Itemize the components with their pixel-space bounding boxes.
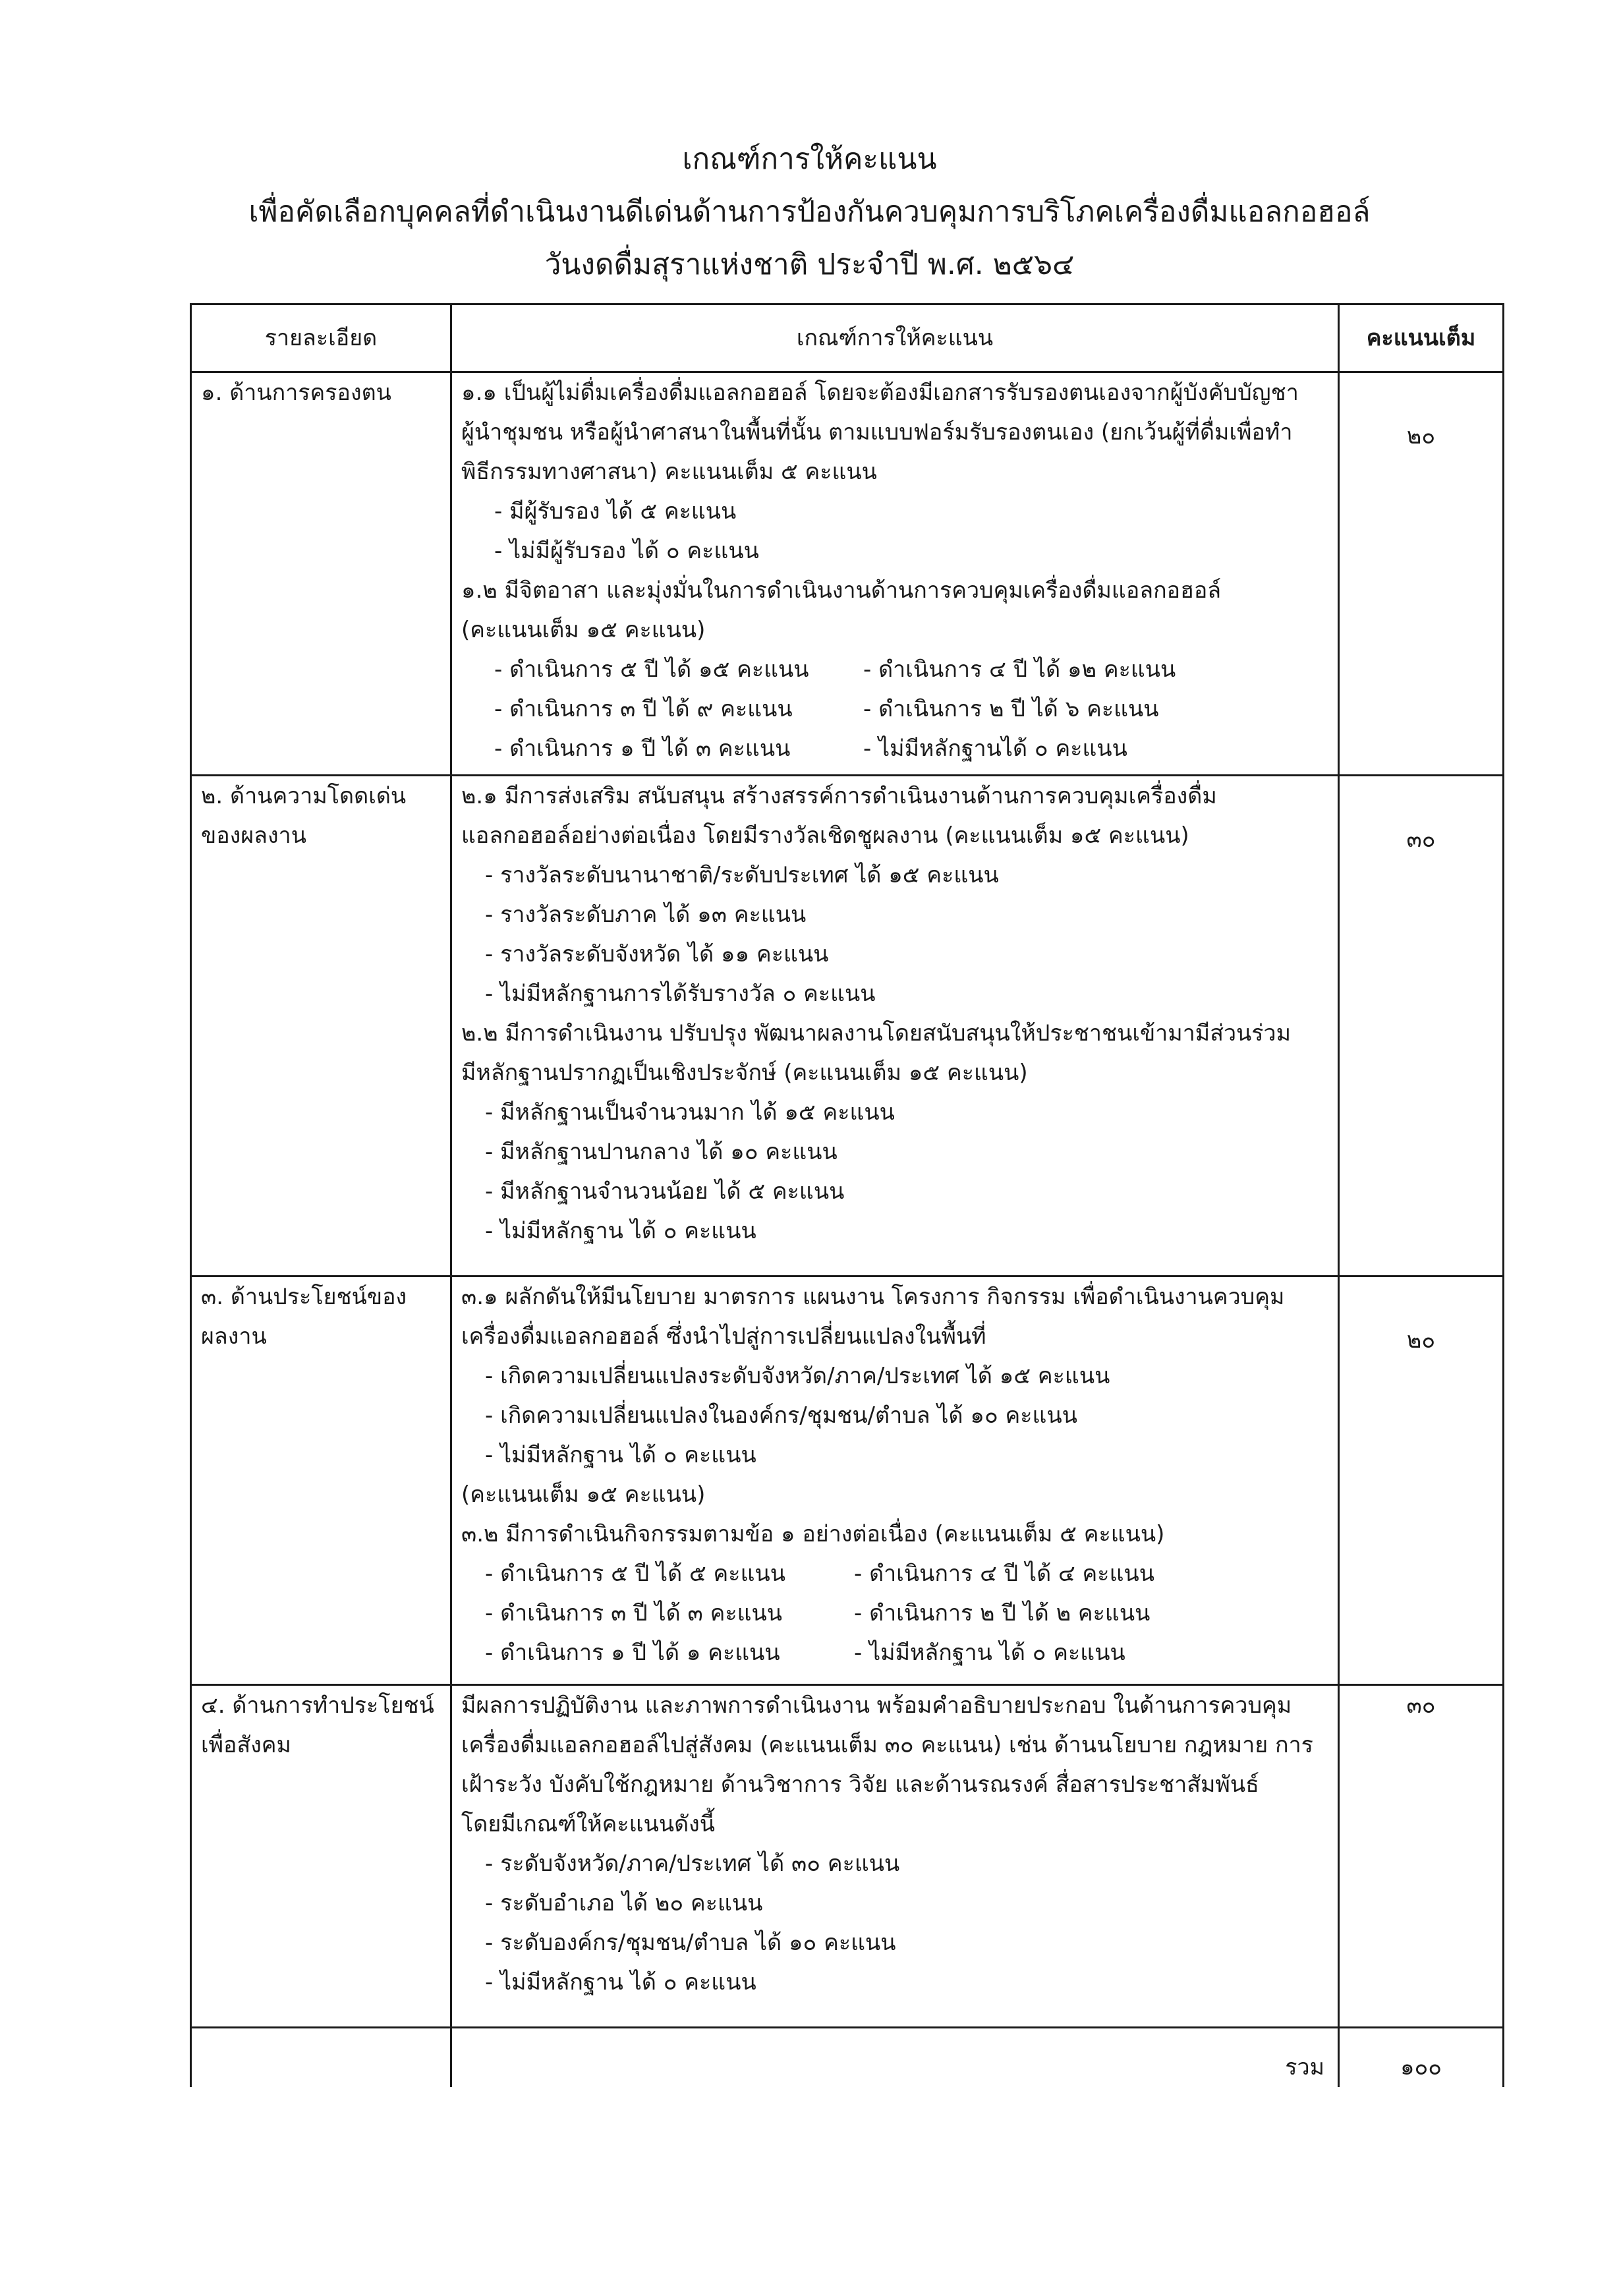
criteria-line: - ระดับจังหวัด/ภาค/ประเทศ ได้ ๓๐ คะแนน — [485, 1851, 900, 1877]
criteria-line: - รางวัลระดับนานาชาติ/ระดับประเทศ ได้ ๑๕ คะแนน — [485, 862, 999, 888]
category-label: ๒. ด้านความโดดเด่น — [201, 783, 407, 809]
criteria-item: - ดำเนินการ ๔ ปี ได้ ๑๒ คะแนน — [863, 656, 1176, 683]
score-cell — [1339, 776, 1504, 1277]
total-value: ๑๐๐ — [1339, 2028, 1504, 2087]
total-label: รวม — [451, 2028, 1339, 2087]
criteria-pair — [461, 1593, 1328, 1633]
criteria-line: - มีผู้รับรอง ได้ ๕ คะแนน — [494, 498, 737, 525]
category-cell — [191, 1277, 451, 1685]
criteria-item: - ดำเนินการ ๔ ปี ได้ ๔ คะแนน — [854, 1561, 1154, 1587]
criteria-line: โดยมีเกณฑ์ให้คะแนนดังนี้ — [461, 1811, 715, 1837]
criteria-cell — [451, 372, 1339, 776]
criteria-line: - ไม่มีผู้รับรอง ได้ ๐ คะแนน — [494, 538, 759, 564]
criteria-line: ๓.๒ มีการดำเนินกิจกรรมตามข้อ ๑ อย่างต่อเนื่อง (คะแนนเต็ม ๕ คะแนน) — [461, 1521, 1165, 1547]
criteria-pair — [461, 1633, 1328, 1673]
criteria-pair — [461, 729, 1328, 768]
criteria-line: (คะแนนเต็ม ๑๕ คะแนน) — [461, 1481, 706, 1508]
criteria-line: ๑.๒ มีจิตอาสา และมุ่งมั่นในการดำเนินงานด้านการควบคุมเครื่องดื่มแอลกอฮอล์ — [461, 577, 1222, 604]
criteria-line: มีหลักฐานปรากฏเป็นเชิงประจักษ์ (คะแนนเต็ม ๑๕ คะแนน) — [461, 1060, 1028, 1086]
criteria-item: - ดำเนินการ ๑ ปี ได้ ๑ คะแนน — [485, 1640, 780, 1666]
criteria-item: - ดำเนินการ ๒ ปี ได้ ๖ คะแนน — [863, 696, 1159, 722]
criteria-line: ๓.๑ ผลักดันให้มีนโยบาย มาตรการ แผนงาน โครงการ กิจกรรม เพื่อดำเนินงานควบคุม — [461, 1284, 1285, 1310]
criteria-line: - เกิดความเปลี่ยนแปลงระดับจังหวัด/ภาค/ประเทศ ได้ ๑๕ คะแนน — [485, 1363, 1110, 1389]
criteria-line: - ไม่มีหลักฐาน ได้ ๐ คะแนน — [485, 1442, 756, 1468]
criteria-line: ๒.๒ มีการดำเนินงาน ปรับปรุง พัฒนาผลงานโดยสนับสนุนให้ประชาชนเข้ามามีส่วนร่วม — [461, 1020, 1292, 1047]
score-cell — [1339, 372, 1504, 776]
score-cell — [1339, 1277, 1504, 1685]
category-label: ผลงาน — [201, 1323, 267, 1350]
table-row — [191, 1277, 1504, 1685]
category-cell — [191, 1685, 451, 2028]
criteria-cell — [451, 1685, 1339, 2028]
criteria-item: - ดำเนินการ ๕ ปี ได้ ๑๕ คะแนน — [494, 656, 809, 683]
criteria-cell — [451, 1277, 1339, 1685]
category-label: ๓. ด้านประโยชน์ของ — [201, 1284, 407, 1310]
criteria-item: - ไม่มีหลักฐาน ได้ ๐ คะแนน — [854, 1640, 1125, 1666]
criteria-line: - มีหลักฐานปานกลาง ได้ ๑๐ คะแนน — [485, 1139, 838, 1165]
criteria-item: - ดำเนินการ ๓ ปี ได้ ๙ คะแนน — [494, 696, 793, 722]
criteria-line: ๑.๑ เป็นผู้ไม่ดื่มเครื่องดื่มแอลกอฮอล์ โดยจะต้องมีเอกสารรับรองตนเองจากผู้บังคับบัญชา — [461, 380, 1299, 406]
criteria-line: - ไม่มีหลักฐาน ได้ ๐ คะแนน — [485, 1969, 756, 1995]
criteria-line: - ระดับองค์กร/ชุมชน/ตำบล ได้ ๑๐ คะแนน — [485, 1930, 896, 1956]
doc-subtitle-date: วันงดดื่มสุราแห่งชาติ ประจำปี พ.ศ. ๒๕๖๔ — [544, 248, 1075, 281]
criteria-line: เครื่องดื่มแอลกอฮอล์ ซึ่งนำไปสู่การเปลี่ยนแปลงในพื้นที่ — [461, 1323, 986, 1350]
criteria-item: - ไม่มีหลักฐานได้ ๐ คะแนน — [863, 735, 1127, 762]
total-spacer — [191, 2028, 451, 2087]
criteria-line: - ระดับอำเภอ ได้ ๒๐ คะแนน — [485, 1890, 763, 1916]
table-row — [191, 1685, 1504, 2028]
category-label: ๑. ด้านการครองตน — [201, 380, 391, 406]
criteria-line: - เกิดความเปลี่ยนแปลงในองค์กร/ชุมชน/ตำบล ได้ ๑๐ คะแนน — [485, 1402, 1077, 1429]
category-cell — [191, 372, 451, 776]
criteria-line: ๒.๑ มีการส่งเสริม สนับสนุน สร้างสรรค์การดำเนินงานด้านการควบคุมเครื่องดื่ม — [461, 783, 1217, 809]
criteria-item: - ดำเนินการ ๓ ปี ได้ ๓ คะแนน — [485, 1600, 782, 1626]
header-full-score: คะแนนเต็ม — [1339, 304, 1504, 372]
category-label: เพื่อสังคม — [201, 1732, 291, 1758]
criteria-item: - ดำเนินการ ๒ ปี ได้ ๒ คะแนน — [854, 1600, 1150, 1626]
criteria-item: - ดำเนินการ ๑ ปี ได้ ๓ คะแนน — [494, 735, 791, 762]
category-cell — [191, 776, 451, 1277]
criteria-pair — [461, 1554, 1328, 1593]
criteria-line: ผู้นำชุมชน หรือผู้นำศาสนาในพื้นที่นั้น ตามแบบฟอร์มรับรองตนเอง (ยกเว้นผู้ที่ดื่มเพื่อทำ — [461, 419, 1293, 445]
criteria-line: - รางวัลระดับภาค ได้ ๑๓ คะแนน — [485, 902, 807, 928]
criteria-line: - ไม่มีหลักฐานการได้รับรางวัล ๐ คะแนน — [485, 981, 876, 1007]
criteria-pair — [461, 689, 1328, 729]
category-label: ของผลงาน — [201, 822, 306, 849]
table-row — [191, 776, 1504, 1277]
criteria-line: พิธีกรรมทางศาสนา) คะแนนเต็ม ๕ คะแนน — [461, 459, 877, 485]
criteria-line: - มีหลักฐานเป็นจำนวนมาก ได้ ๑๕ คะแนน — [485, 1099, 895, 1126]
criteria-line: - ไม่มีหลักฐาน ได้ ๐ คะแนน — [485, 1218, 756, 1244]
criteria-line: เฝ้าระวัง บังคับใช้กฎหมาย ด้านวิชาการ วิจัย และด้านรณรงค์ สื่อสารประชาสัมพันธ์ — [461, 1771, 1259, 1798]
criteria-table — [190, 303, 1504, 2087]
doc-subtitle: เพื่อคัดเลือกบุคคลที่ดำเนินงานดีเด่นด้านการป้องกันควบคุมการบริโภคเครื่องดื่มแอลกอฮอล์ — [248, 195, 1371, 229]
criteria-line: (คะแนนเต็ม ๑๕ คะแนน) — [461, 617, 706, 643]
category-label: ๔. ด้านการทำประโยชน์ — [201, 1692, 434, 1719]
criteria-pair — [461, 650, 1328, 689]
criteria-line: มีผลการปฏิบัติงาน และภาพการดำเนินงาน พร้อมคำอธิบายประกอบ ในด้านการควบคุม — [461, 1692, 1292, 1719]
full-score-value: ๒๐ — [1406, 1327, 1436, 1354]
criteria-cell — [451, 776, 1339, 1277]
full-score-value: ๓๐ — [1406, 1692, 1436, 1719]
table-header-row — [191, 304, 1504, 372]
full-score-value: ๒๐ — [1406, 423, 1436, 449]
criteria-line: - รางวัลระดับจังหวัด ได้ ๑๑ คะแนน — [485, 941, 829, 967]
criteria-line: เครื่องดื่มแอลกอฮอล์ไปสู่สังคม (คะแนนเต็ม ๓๐ คะแนน) เช่น ด้านนโยบาย กฎหมาย การ — [461, 1732, 1313, 1758]
header-criteria: เกณฑ์การให้คะแนน — [451, 304, 1339, 372]
header-detail: รายละเอียด — [191, 304, 451, 372]
full-score-value: ๓๐ — [1406, 826, 1436, 853]
criteria-line: แอลกอฮอล์อย่างต่อเนื่อง โดยมีรางวัลเชิดชูผลงาน (คะแนนเต็ม ๑๕ คะแนน) — [461, 822, 1189, 849]
score-cell — [1339, 1685, 1504, 2028]
criteria-line: - มีหลักฐานจำนวนน้อย ได้ ๕ คะแนน — [485, 1178, 845, 1205]
total-row — [191, 2028, 1504, 2087]
criteria-item: - ดำเนินการ ๕ ปี ได้ ๕ คะแนน — [485, 1561, 785, 1587]
doc-title: เกณฑ์การให้คะแนน — [682, 142, 937, 176]
table-row — [191, 372, 1504, 776]
